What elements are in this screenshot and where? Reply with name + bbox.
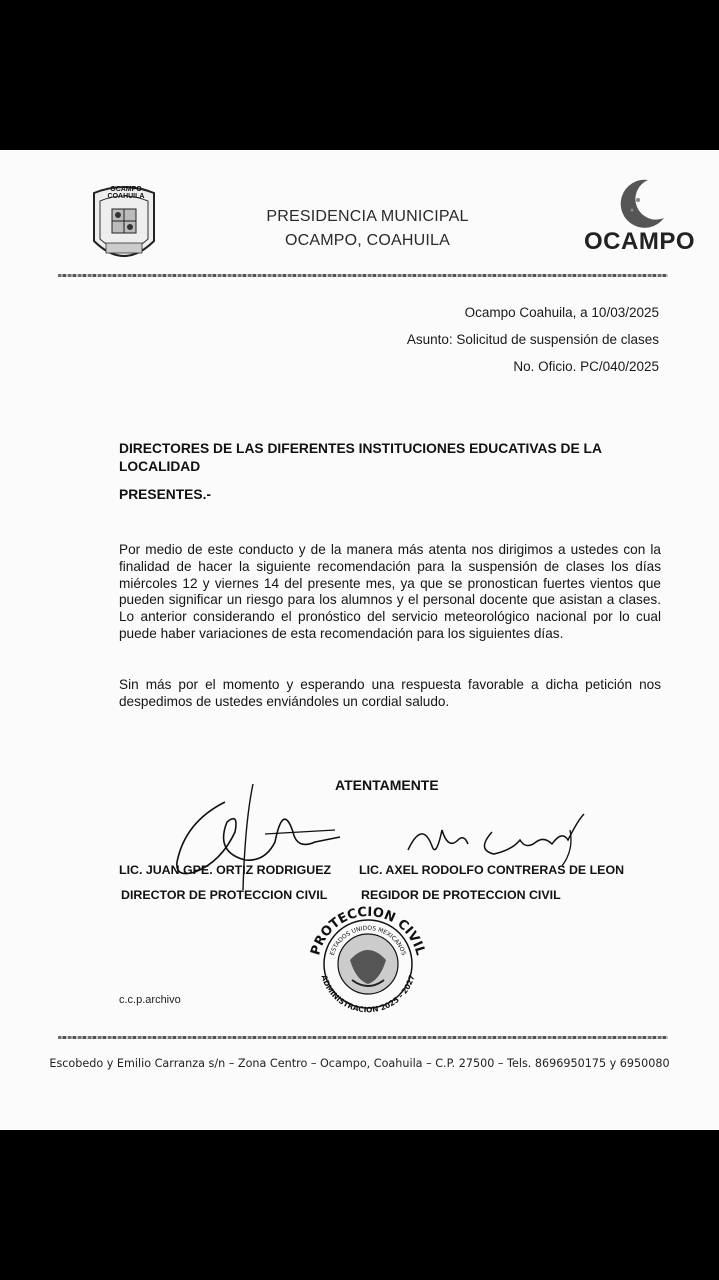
signer1-name: LIC. JUAN GPE. ORTIZ RODRIGUEZ bbox=[119, 863, 332, 877]
stamp-inner-text: ESTADOS UNIDOS MEXICANOS bbox=[328, 924, 408, 957]
closing-atentamente: ATENTAMENTE bbox=[335, 777, 439, 793]
footer-address: Escobedo y Emilio Carranza s/n – Zona Centro – Ocampo, Coahuila – C.P. 27500 – Tels. 8696950175 y 6950080 bbox=[49, 1057, 670, 1070]
signer2-title: REGIDOR DE PROTECCION CIVIL bbox=[361, 888, 561, 902]
brand-name: OCAMPO bbox=[584, 228, 695, 255]
proteccion-civil-stamp-icon bbox=[300, 896, 434, 1020]
body-paragraph-1: Por medio de este conducto y de la manera más atenta nos dirigimos a ustedes con la finalidad de hacer la siguiente recomendación para la suspensión de clases los días miércoles 12 y viernes 14 del presente mes, ya que se pronostican fuertes vientos que pueden significar un riesgo para los alumnos y el personal docente que asistan a clases. Lo anterior considerando el pronóstico del servicio meteorológico nacional por lo cual puede haber variaciones de esta recomendación para los siguientes días. bbox=[119, 542, 661, 641]
place-date: Ocampo Coahuila, a 10/03/2025 bbox=[464, 305, 659, 320]
subject-line: Asunto: Solicitud de suspensión de clases bbox=[406, 332, 659, 347]
recipient-line1: DIRECTORES DE LAS DIFERENTES INSTITUCIONES EDUCATIVAS DE LA bbox=[119, 441, 602, 456]
recipient-line2: LOCALIDAD bbox=[119, 459, 201, 474]
signer2-name: LIC. AXEL RODOLFO CONTRERAS DE LEON bbox=[359, 863, 625, 877]
seal-label: OCAMPO COAHUILA bbox=[107, 186, 145, 200]
stamp-bottom-text: ADMINISTRACION 2025 - 2027 bbox=[319, 973, 417, 1015]
office-number: No. Oficio. PC/040/2025 bbox=[513, 359, 659, 374]
body-paragraph-2: Sin más por el momento y esperando una respuesta favorable a dicha petición nos despedimos de ustedes enviándoles un cordial saludo. bbox=[119, 677, 661, 709]
document-page bbox=[0, 150, 719, 1130]
signature-2-icon bbox=[402, 810, 592, 870]
signer1-title: DIRECTOR DE PROTECCION CIVIL bbox=[121, 888, 328, 902]
stamp-outer-text: PROTECCION CIVIL bbox=[308, 904, 428, 958]
header-divider bbox=[58, 274, 668, 277]
header-title-line1: PRESIDENCIA MUNICIPAL bbox=[266, 208, 469, 225]
ccp-archivo: c.c.p.archivo bbox=[119, 994, 181, 1006]
footer-divider bbox=[58, 1036, 668, 1039]
moon-logo-icon bbox=[618, 176, 666, 232]
presentes-greeting: PRESENTES.- bbox=[119, 487, 211, 502]
header-title-line2: OCAMPO, COAHUILA bbox=[284, 232, 450, 249]
